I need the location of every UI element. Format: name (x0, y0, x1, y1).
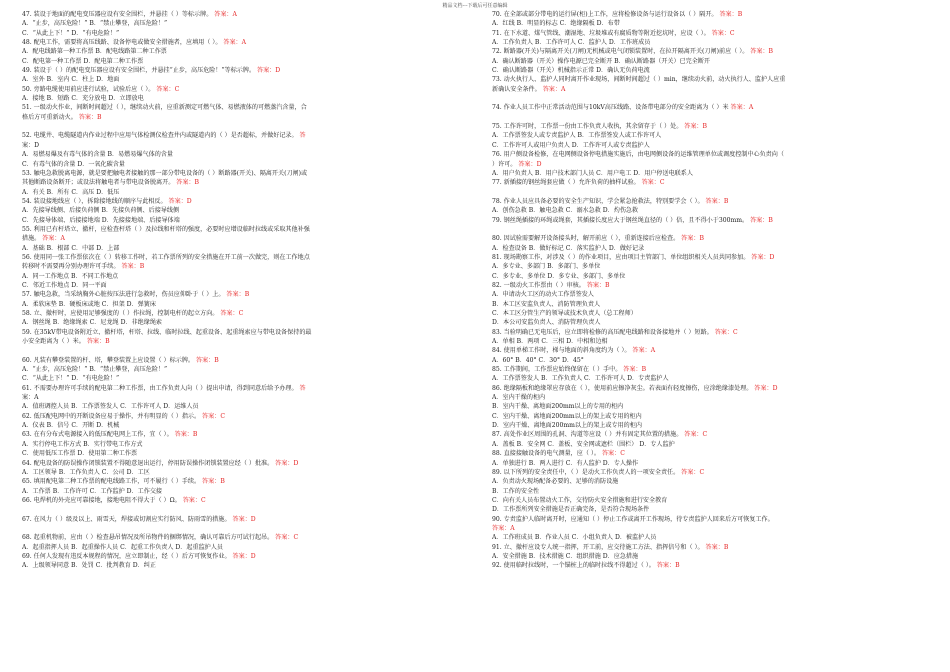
answer-label: 答案：D (275, 459, 299, 467)
answer-label: 答案：C (202, 412, 225, 420)
question-line (22, 85, 470, 94)
question-text: B．本工区安监负责人、消防管理负责人 (492, 300, 601, 308)
question-text: A．工作票签发人或专责监护人 B．工作票签发人或工作许可人 (492, 132, 662, 140)
question-text: 53. 触电急救脱离电源，就是要把触电者接触的那一部分带电设备的（ ）断路器(开关)、隔离开关(刀闸)或 (22, 169, 308, 177)
right-question-column (492, 10, 932, 571)
question-line (492, 253, 932, 262)
question-text: 87. 高处作业区周围的孔洞、沟道等应设（ ）并有固定其位置的措施。 (492, 431, 683, 439)
question-line (22, 66, 470, 75)
question-line (22, 75, 470, 84)
question-text: A．同一工作地点 B．不同工作地点 (22, 272, 119, 280)
question-line (492, 533, 932, 542)
question-text: 71. 在下水道、煤气管线、潮湿地、垃圾堆或有腐质物等附近挖坑时，应设（ ）。 (492, 29, 710, 37)
question-text: 81. 现场勘察工作，对涉及（ ）的作业项目，应由项目主管部门、单位组织相关人员共同参加。 (492, 253, 750, 261)
question-line (22, 533, 470, 542)
question-line (492, 300, 932, 309)
answer-label: 答案：A (223, 39, 247, 47)
question-text: 48. 配电工作，需要将高压线路、设备停电或做安全措施者，应填用（ ）。 (22, 39, 222, 47)
blank-line (22, 122, 470, 131)
question-line (22, 440, 470, 449)
question-text: D．工作票所列安全措施是否正确完备，是否符合现场条件 (492, 506, 650, 514)
answer-label: 答案：B (681, 235, 704, 243)
question-line (492, 487, 932, 496)
question-line (492, 552, 932, 561)
question-text: A．配电线路第一种工作票 B．配电线路第二种工作票 (22, 48, 167, 56)
question-line (22, 272, 470, 281)
question-line (22, 29, 470, 38)
answer-label: 答案：B (86, 338, 110, 346)
answer-label: 答案：A (542, 85, 566, 93)
question-text: C．本工区分管生产的领导或技术负责人（总工程师） (492, 310, 637, 317)
question-line (22, 487, 470, 496)
question-text: A．安全措施 B．技术措施 C．组织措施 D．应急措施 (492, 552, 639, 560)
question-line (492, 47, 932, 56)
question-line (492, 57, 932, 66)
answer-label: 答案：B (656, 562, 680, 570)
question-text: 案：A (22, 394, 39, 402)
question-text: 52. 电缆井、电缆隧道内作业过程中应用气体检测仪检查井内或隧道内的（ ）是否超标，并做好记录。 (22, 132, 298, 140)
question-text: 83. 当验明确已无电压后，应立即将检修的高压配电线路和设备接地并（ ）短路。 (492, 328, 713, 336)
question-line (492, 281, 932, 290)
question-text: 60. 凡装有攀登装置的杆、塔，攀登装置上应设置（ ）标示牌。 (22, 356, 195, 364)
question-text: B．室内干燥、离地面200mm以上的专用的柜内 (492, 403, 624, 411)
answer-label: 答案：C (156, 85, 180, 93)
question-text: 68. 起重机物前，应由（ ）检查悬吊情况及所吊物件的捆绑情况，确认可靠后方可试行起吊。 (22, 534, 274, 542)
answer-label: 答案：B (623, 366, 647, 374)
answer-label: 答案：D (751, 253, 775, 261)
answer-label: 答案：D (232, 515, 256, 523)
question-line (492, 66, 932, 75)
question-text: D．室内干燥、离地面200mm以上的架上或专用的柜内 (492, 422, 642, 430)
question-line (492, 197, 932, 206)
question-text: A．工作票 B．工作许可 C．工作监护 D．工作交接 (22, 487, 163, 495)
question-text: 74. 作业人员工作中正常活动范围与10kV高压线路、设备带电部分的安全距离为（ ）米 (492, 104, 729, 112)
answer-label: 答 (299, 132, 306, 140)
question-line (22, 365, 470, 374)
question-line (492, 356, 932, 365)
question-line (22, 496, 470, 505)
question-line (22, 421, 470, 430)
question-text: C．多专业、多单位 D．多专业、多部门、多单位 (492, 272, 626, 280)
question-line (22, 449, 470, 458)
question-line (492, 216, 932, 225)
answer-label: 答案：C (220, 310, 244, 317)
question-text: 62. 低压配电网中的开断设备应易于操作，并有明显的（ ）指示。 (22, 412, 201, 420)
question-line (492, 38, 932, 47)
question-line (22, 543, 470, 552)
question-line (22, 309, 470, 318)
question-line (22, 356, 470, 365)
answer-label: 答案：B (586, 281, 610, 289)
question-line (492, 440, 932, 449)
question-line (492, 169, 932, 178)
answer-label: 答案：B (78, 113, 102, 121)
question-text: A．钢丝绳 B．绝缘绳索 C．尼龙绳 D．非绝缘绳索 (22, 319, 163, 327)
question-line (492, 318, 932, 327)
question-text: 小安全距离为（ ）米。 (22, 338, 85, 346)
question-line (22, 253, 470, 262)
question-text: 55. 利用已有杆塔立、撤杆，应检查杆塔（ ）及拉线和杆塔的强度，必要时应增设临时拉线或采取其他补强 (22, 225, 310, 233)
question-text: 80. 因试验需要解开设备接头时，解开前应（ ），重新连接后应检查。 (492, 235, 680, 243)
blank-line (492, 188, 932, 197)
question-text: 56. 使用同一张工作票依次在（ ）转移工作时，若工作票所列的安全措施在开工前一次做完，则在工作地点 (22, 253, 310, 261)
blank-line (22, 524, 470, 533)
question-line (492, 459, 932, 468)
question-line (492, 131, 932, 140)
question-text: A．60° B．40° C．30° D．45° (492, 356, 584, 364)
question-text: A．实行停电工作方式 B．实行带电工作方式 (22, 440, 143, 448)
question-text: 82. 一级动火工作票由（ ）审核。 (492, 281, 585, 289)
blank-line (22, 505, 470, 514)
answer-label: 答案：A (730, 104, 754, 112)
answer-label: 答案：D (232, 552, 256, 560)
question-line (492, 496, 932, 505)
answer-label: 答案：D (754, 384, 778, 392)
question-line (492, 449, 932, 458)
question-line (22, 10, 470, 19)
question-text: A．基础 B．根部 C．中部 D．上部 (22, 244, 120, 252)
question-line (492, 206, 932, 215)
answer-label: 答案：C (711, 29, 735, 37)
question-line (492, 515, 932, 524)
question-line (22, 197, 470, 206)
question-line (492, 103, 932, 112)
question-line (22, 94, 470, 103)
question-line (22, 477, 470, 486)
answer-label: 答案：B (176, 179, 200, 187)
question-text: 54. 装设接地线应（ ），拆除接地线的顺序与此相反。 (22, 197, 167, 205)
question-line (492, 346, 932, 355)
question-text: C．向有关人员布置动火工作，交待防火安全措施和进行安全教育 (492, 496, 668, 504)
answer-label: 答案：C (641, 179, 665, 187)
question-text: A．先接导线侧、后接负荷侧 B．先接负荷侧、后接导线侧 (22, 207, 180, 215)
question-line (492, 561, 932, 570)
question-text: 格后方可重新动火。 (22, 113, 77, 121)
answer-label: 答案：B (719, 11, 743, 18)
question-line (22, 384, 470, 393)
question-line (22, 57, 470, 66)
question-line (492, 85, 932, 94)
answer-label: 答 (299, 384, 306, 392)
question-line (22, 552, 470, 561)
blank-line (492, 225, 932, 234)
question-text: A．值班调控人员 B．工作票签发人 C．工作许可人 D．运维人员 (22, 403, 199, 411)
question-line (22, 281, 470, 290)
question-line (492, 160, 932, 169)
question-text: 73. 动火执行人、监护人同时离开作业现场，间断时间超过（ ）min，继续动火前，动火执行人、监护人应重 (492, 76, 786, 84)
question-line (22, 188, 470, 197)
question-text: 75. 工作许可时，工作票一份由工作负责人收执，其余留存于（ ）处。 (492, 123, 683, 131)
question-line (22, 374, 470, 383)
question-text: A．创伤急救 B．触电急救 C．溺水急救 D．灼伤急救 (492, 207, 639, 215)
question-line (22, 113, 470, 122)
question-text: 91. 立、撤杆应设专人统一指挥，开工前，应交待施工方法、指挥信号和（ ）。 (492, 543, 704, 551)
question-line (492, 374, 932, 383)
answer-label: 答案：A (492, 524, 515, 532)
question-line (492, 272, 932, 281)
question-text: 49. 装设于（ ）的配电变压器应设有安全围栏，并悬挂“止步，高压危险！”等标示牌。 (22, 67, 256, 75)
question-line (492, 75, 932, 84)
question-text: C．工作许可人或用户负责人 D．工作许可人或专责监护人 (492, 141, 650, 149)
question-text: 措施。 (22, 235, 41, 243)
question-line (22, 141, 470, 150)
question-line (22, 38, 470, 47)
answer-label: 答案：B (684, 123, 707, 131)
question-text: 50. 旁路电缆使用前应进行试验，试验后应（ ）。 (22, 85, 155, 93)
question-text: A．检查设备 B．做好标记 C．落实监护人 D．做好记录 (492, 244, 645, 252)
question-line (22, 468, 470, 477)
question-text: 86. 绝缘隔板和绝缘罩应存放在（ ），使用前应擦净灰尘。若表面有轻度擦伤，应涂绝缘漆处理。 (492, 384, 753, 392)
answer-label: 答案：C (684, 431, 708, 439)
question-line (492, 29, 932, 38)
blank-line (492, 94, 932, 103)
question-text: C．配电第一种工作票 D．配电第二种工作票 (22, 57, 144, 65)
answer-label: 答案：B (226, 291, 250, 299)
question-line (22, 234, 470, 243)
question-text: C．确认断路器（开关）机械指示正常 D．确认无负荷电流 (492, 67, 650, 75)
question-text: 88. 直接接触设备的电气测量，应（ ）。 (492, 450, 601, 458)
question-text: 79. 钢丝绳插接的环绳或绳套，其插接长度应大于钢丝绳直径的（ ）倍，且不得小于300mm。 (492, 216, 749, 224)
question-line (22, 290, 470, 299)
question-text: 59. 在35kV带电设备附近立、撤杆塔，杆塔、拉线、临时拉线、起重设备、起重绳索应与带电设备保持的最 (22, 328, 312, 336)
question-text: A．单相 B．两项 C．三相 D．中相和边相 (492, 338, 608, 346)
answer-label: 答案：D (257, 67, 281, 75)
answer-label: 答案：C (275, 534, 299, 542)
page-header: 精品文档---下载后可任意编辑 (442, 3, 508, 9)
question-line (492, 412, 932, 421)
question-text: B．工作的安全性 (492, 487, 540, 495)
answer-label: 答案：C (714, 328, 738, 336)
question-text: A．“止步，高压危险！” B．“禁止攀登，高压危险！” (22, 20, 168, 28)
question-line (22, 412, 470, 421)
question-line (22, 216, 470, 225)
question-line (22, 225, 470, 234)
blank-line (22, 346, 470, 355)
question-text: A．多专业、多部门 B．多部门、多单位 (492, 263, 601, 271)
question-line (22, 160, 470, 169)
question-line (22, 328, 470, 337)
question-text: 61. 不需要办理许可手续的配电第二种工作票，由工作负责人向（ ）提出申请，得到同意后给予办理。 (22, 384, 298, 392)
question-text: 转移时不需要再分别办理许可手续。 (22, 263, 120, 271)
question-text: A．确认断路器（开关）操作电源已完全断开 B．确认断路器（开关）已完全断开 (492, 57, 711, 65)
answer-label: 答案：A (42, 235, 65, 243)
question-text: A．易燃易爆及有毒气体的含量 B．易燃易爆气体的含量 (22, 151, 173, 159)
question-text: A．起重指挥人员 B．起重操作人员 C．起重工作负责人 D．起重监护人员 (22, 543, 223, 551)
question-text: A．室内干燥的柜内 (492, 394, 546, 402)
question-line (22, 300, 470, 309)
question-line (492, 262, 932, 271)
question-text: 58. 立、撤杆时，应使用足够强度的（ ）作拉绳，控制电杆的起立方向。 (22, 310, 219, 317)
question-line (492, 234, 932, 243)
question-line (492, 328, 932, 337)
question-line (492, 290, 932, 299)
question-text: A．盖板 B．安全网 C．盖板、安全网或遮栏（围栏） D．专人监护 (492, 440, 675, 448)
left-question-column (22, 10, 470, 571)
question-line (492, 244, 932, 253)
answer-label: 答案：B (750, 48, 774, 56)
question-line (22, 393, 470, 402)
question-text: 65. 填用配电第二种工作票的配电线路工作，可不履行（ ）手续。 (22, 478, 201, 486)
question-line (492, 477, 932, 486)
answer-label: 答案：D (518, 160, 542, 168)
question-text: 85. 工作期间，工作票应始终保留在（ ）手中。 (492, 366, 622, 374)
question-text: C．室内干燥、离地面200mm以上的架上或专用的柜内 (492, 412, 642, 420)
question-line (492, 178, 932, 187)
question-line (492, 421, 932, 430)
answer-label: 答案：C (681, 468, 705, 476)
question-text: A．仪表 B．信号 C．开断 D．机械 (22, 422, 120, 430)
question-line (22, 459, 470, 468)
question-line (492, 141, 932, 150)
question-line (492, 505, 932, 514)
question-text: A．工区领导 B．工作负责人 C．公司 D．工区 (22, 468, 150, 476)
answer-label: 答案：C (601, 450, 625, 458)
question-text: A．红线 B．明显的标志 C．绝缘隔板 D．布带 (492, 20, 620, 28)
question-text: A．工作票签发人 B．工作负责人 C．工作许可人 D．专责监护人 (492, 375, 669, 383)
question-line (22, 150, 470, 159)
answer-label: 答案：B (705, 543, 729, 551)
question-line (492, 430, 932, 439)
question-text: 90. 专责监护人临时离开时，应通知（ ）停止工作或离开工作现场，待专责监护人回来后方可恢复工作。 (492, 515, 774, 523)
question-text: 76. 用户侧设备检修，在电网侧设备停电措施实施后，由电网侧设备的运维管理单位或调度控制中心负责向（ (492, 151, 784, 159)
answer-label: 答案：A (632, 347, 656, 355)
question-line (22, 206, 470, 215)
question-line (22, 430, 470, 439)
question-text: 其他断路设备断开；或设法将触电者与带电设备脱离开。 (22, 179, 175, 187)
question-text: 89. 以下所列的安全责任中，（ ）是动火工作负责人的一项安全责任。 (492, 468, 680, 476)
question-line (492, 309, 932, 318)
question-text: A．单独进行 B．两人进行 C．有人监护 D．专人操作 (492, 459, 639, 467)
answer-label: 答案：A (214, 11, 237, 18)
question-line (492, 468, 932, 477)
question-text: 77. 新插接的钢丝绳套应做（ ）允许负荷的抽样试验。 (492, 179, 640, 187)
question-text: A．上级领导同意 B．处罚 C．批判教育 D．纠正 (22, 562, 156, 570)
question-text: A．申请动火工区的动火工作票签发人 (492, 291, 594, 299)
question-text: C．“从此上下！” D．“有电危险！” (22, 29, 120, 37)
question-text: 47. 装设于地面的配电变压器应设有安全围栏，并悬挂（ ）等标示牌。 (22, 11, 213, 18)
question-text: A．“止步，高压危险！” B．“禁止攀登，高压危险！” (22, 366, 168, 374)
question-line (22, 561, 470, 570)
answer-label: 答案：C (182, 496, 206, 504)
question-text: 78. 作业人员应具备必要的安全生产知识，学会紧急抢救法，特别要学会（ ）。 (492, 197, 704, 205)
question-line (492, 150, 932, 159)
question-text: C．“从此上下！” D．“有电危险！” (22, 375, 120, 383)
answer-label: 答案：B (705, 197, 729, 205)
answer-label: 答案：B (121, 263, 145, 271)
question-text: A．负责动火现场配备必要的、足够的消防设施 (492, 478, 619, 486)
question-text: A．柔软床垫 B．硬板床或地 C．担架 D．弹簧床 (22, 300, 156, 308)
question-line (22, 47, 470, 56)
question-line (22, 515, 470, 524)
question-text: 84. 使用单梯工作时，梯与地面的斜角度约为（ ）。 (492, 347, 631, 355)
question-text: D．本公司安监负责人、消防管理负责人 (492, 319, 601, 327)
question-text: C．使用低压工作票 D．使用第二种工作票 (22, 450, 138, 458)
question-line (492, 384, 932, 393)
question-line (22, 19, 470, 28)
question-text: 51. 一级动火作业，间断时间超过（ ），继续动火前，应重新测定可燃气体、易燃液体的可燃蒸汽含量，合 (22, 104, 307, 112)
answer-label: 答案：D (168, 197, 192, 205)
question-text: 57. 触电急救，当采纳胸外心脏按压法进行急救时，伤员应仰卧于（ ）上。 (22, 291, 225, 299)
question-text: 72. 断路器(开关)与隔离开关(刀闸)无机械或电气闭锁装置时，在拉开隔离开关(刀闸)前应（ ）。 (492, 48, 749, 56)
question-line (22, 178, 470, 187)
question-text: 70. 在全部或部分带电的运行屏(柜)上工作，应将检修设备与运行设备以（ ）隔开。 (492, 11, 718, 18)
question-text: A．接地 B．短路 C．充分放电 D．立即放电 (22, 95, 144, 103)
question-text: 92. 使用临时拉线时，一个锚桩上的临时拉线不得超过（ ）。 (492, 562, 655, 570)
answer-label: 答案：B (202, 478, 225, 486)
question-text: 新确认安全条件。 (492, 85, 541, 93)
question-text: 69. 任何人发现有违反本规程的情况，应立即制止，经（ ）后方可恢复作业。 (22, 552, 231, 560)
question-line (492, 337, 932, 346)
question-line (22, 402, 470, 411)
question-text: A．用户负责人 B．用户技术部门人员 C．用户电工 D．用户停送电联系人 (492, 169, 693, 177)
question-text: C．先接导体端、后接接地端 D．先接接地端、后接导体端 (22, 216, 180, 224)
question-text: 案：D (22, 141, 40, 149)
question-text: C．邻近工作地点 D．同一平面 (22, 281, 107, 289)
question-text: C．有毒气体的含量 D．一氧化碳含量 (22, 160, 125, 168)
question-text: A．室外 B．室内 C．柱上 D．地面 (22, 76, 120, 84)
question-text: A．有关 B．所有 C．高压 D．低压 (22, 188, 120, 196)
question-line (22, 244, 470, 253)
question-line (22, 103, 470, 112)
question-text: ）许可。 (492, 160, 517, 168)
blank-line (492, 113, 932, 122)
question-text: A．工作班成员 B．作业人员 C．小组负责人 D．被监护人员 (492, 534, 657, 542)
question-line (22, 131, 470, 140)
question-line (22, 337, 470, 346)
question-text: A．工作负责人 B．工作许可人 C．监护人 D．工作班成员 (492, 39, 651, 47)
question-line (22, 169, 470, 178)
question-text: 64. 配电设备的防误操作闭锁装置不得随意退出运行，停用防误操作闭锁装置应经（ ）批准。 (22, 459, 274, 467)
question-line (492, 122, 932, 131)
question-line (22, 318, 470, 327)
question-line (492, 19, 932, 28)
question-line (492, 365, 932, 374)
question-line (492, 402, 932, 411)
answer-label: 答案：B (750, 216, 773, 224)
question-line (492, 524, 932, 533)
question-line (492, 543, 932, 552)
question-line (22, 262, 470, 271)
question-line (492, 393, 932, 402)
question-line (492, 10, 932, 19)
question-text: 67. 在风力（ ）级及以上、雨雪天，焊接或切割应实行防风、防雨雪的措施。 (22, 515, 231, 523)
question-text: 63. 在有分布式电源接入的低压配电网上工作，宜（ ）。 (22, 431, 173, 439)
answer-label: 答案：B (174, 431, 198, 439)
answer-label: 答案：B (195, 356, 219, 364)
question-text: 66. 电焊机的外壳应可靠接地，接地电阻不得大于（ ）Ω。 (22, 496, 181, 504)
